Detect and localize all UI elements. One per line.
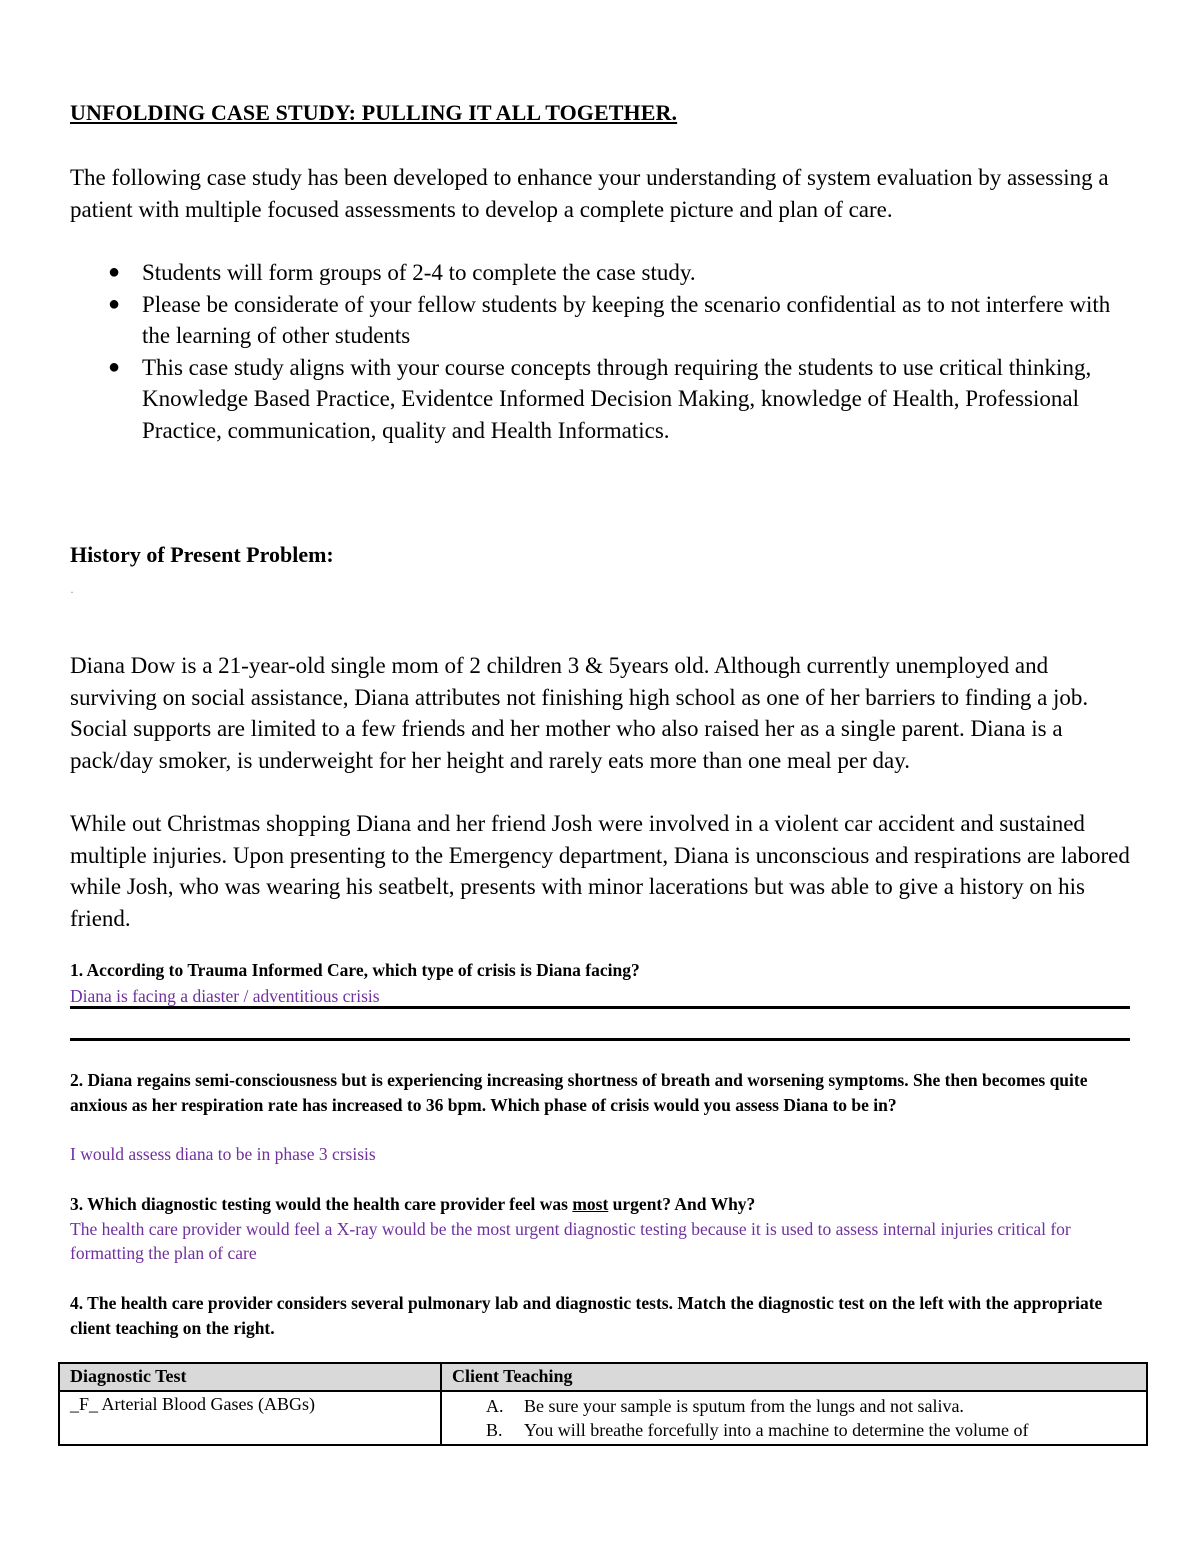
bullet-icon: ● — [108, 355, 121, 378]
list-item: ● Please be considerate of your fellow students by keeping the scenario confidential as to not interfere with the learning of other students — [70, 289, 1132, 352]
teaching-option: A. Be sure your sample is sputum from the lungs and not saliva. — [486, 1396, 964, 1416]
answer-line — [70, 1006, 1130, 1009]
emphasis-most: most — [572, 1194, 609, 1214]
table-row — [59, 1391, 1147, 1445]
list-item: ● Students will form groups of 2-4 to complete the case study. — [70, 257, 1132, 289]
answer-1: Diana is facing a diaster / adventitious crisis — [70, 986, 380, 1006]
diagnostic-test-cell[interactable]: _F_ Arterial Blood Gases (ABGs) — [59, 1391, 441, 1445]
stray-mark: · — [70, 585, 74, 599]
list-item: ● This case study aligns with your course concepts through requiring the students to use critical thinking, Knowledge Based Practice, Evidentce Informed Decision Making, knowledge of Health, Professional Practice, communication, quality and Health Informatics. — [70, 352, 1132, 447]
question-4: 4. The health care provider considers several pulmonary lab and diagnostic tests. Match the diagnostic test on the left with the appropriate client teaching on the right. — [70, 1293, 1103, 1338]
document-title: UNFOLDING CASE STUDY: PULLING IT ALL TOGETHER. — [70, 100, 678, 125]
instructions-list — [70, 257, 1132, 446]
intro-paragraph: The following case study has been developed to enhance your understanding of system evaluation by assessing a patient with multiple focused assessments to develop a complete picture and plan of care. — [70, 165, 1109, 222]
question-2: 2. Diana regains semi-consciousness but is experiencing increasing shortness of breath and worsening symptoms. She then becomes quite anxious as her respiration rate has increased to 36 bpm. Which phase of crisis would you assess Diana to be in? — [70, 1070, 1088, 1115]
bullet-icon: ● — [108, 292, 121, 315]
teaching-option: B. You will breathe forcefully into a machine to determine the volume of — [486, 1420, 1029, 1440]
answer-line — [70, 1038, 1130, 1041]
history-paragraph-2: While out Christmas shopping Diana and her friend Josh were involved in a violent car accident and sustained multiple injuries. Upon presenting to the Emergency department, Diana is unconscious and respirations are labored while Josh, who was wearing his seatbelt, presents with minor lacerations but was able to give a history on his friend. — [70, 811, 1130, 931]
answer-3: The health care provider would feel a X-ray would be the most urgent diagnostic testing because it is used to assess internal injuries critical for formatting the plan of care — [70, 1219, 1071, 1263]
question-1: 1. According to Trauma Informed Care, which type of crisis is Diana facing? — [70, 960, 640, 980]
column-header-diagnostic-test: Diagnostic Test — [59, 1363, 441, 1391]
question-3: 3. Which diagnostic testing would the health care provider feel was most urgent? And Why? — [70, 1194, 756, 1214]
history-paragraph-1: Diana Dow is a 21-year-old single mom of 2 children 3 & 5years old. Although currently unemployed and surviving on social assistance, Diana attributes not finishing high school as one of her barriers to finding a job. Social supports are limited to a few friends and her mother who also raised her as a single parent. Diana is a pack/day smoker, is underweight for her height and rarely eats more than one meal per day. — [70, 653, 1089, 773]
history-heading: History of Present Problem: — [70, 542, 334, 567]
matching-table — [58, 1362, 1148, 1446]
table-header-row — [59, 1363, 1147, 1391]
client-teaching-cell — [441, 1391, 1147, 1445]
column-header-client-teaching: Client Teaching — [441, 1363, 1147, 1391]
answer-2: I would assess diana to be in phase 3 crsisis — [70, 1144, 376, 1164]
bullet-icon: ● — [108, 261, 121, 283]
